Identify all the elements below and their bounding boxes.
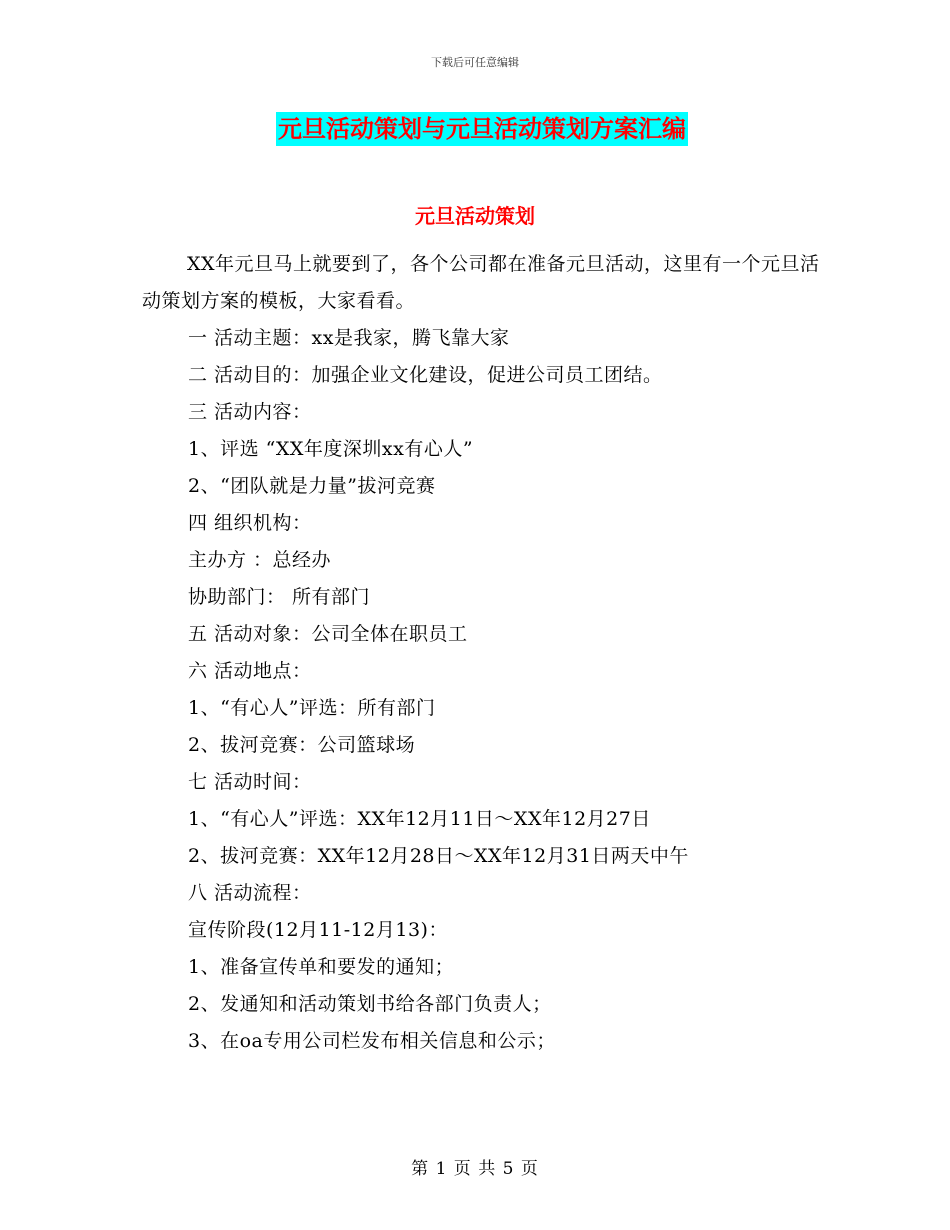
- body-line-content-heading: 三 活动内容：: [188, 401, 312, 423]
- section-title: 元旦活动策划: [415, 204, 535, 228]
- body-line-step-3: 3、在oa专用公司栏发布相关信息和公示；: [188, 1030, 556, 1052]
- intro-paragraph: XX年元旦马上就要到了，各个公司都在准备元旦活动，这里有一个元旦活动策划方案的模板，大家看看。: [142, 253, 820, 312]
- body-line-step-2: 2、发通知和活动策划书给各部门负责人；: [188, 993, 552, 1015]
- body-line-location-2: 2、拔河竞赛：公司篮球场: [188, 734, 416, 756]
- body-line-content-1: 1、评选 “XX年度深圳xx有心人”: [188, 438, 474, 460]
- body-line-promotion-stage: 宣传阶段(12月11-12月13)：: [188, 919, 448, 941]
- body-line-time-2: 2、拔河竞赛：XX年12月28日～XX年12月31日两天中午: [188, 845, 689, 867]
- body-line-location-1: 1、“有心人”评选：所有部门: [188, 697, 436, 719]
- document-body: [142, 246, 822, 1060]
- body-line-theme: 一 活动主题：xx是我家，腾飞靠大家: [188, 327, 510, 349]
- page-footer: 第 1 页 共 5 页: [411, 1159, 539, 1179]
- body-line-target: 五 活动对象：公司全体在职员工: [188, 623, 468, 645]
- body-line-assist: 协助部门： 所有部门: [188, 586, 371, 608]
- document-main-title: 元旦活动策划与元旦活动策划方案汇编: [276, 112, 688, 146]
- body-line-time-heading: 七 活动时间：: [188, 771, 312, 793]
- header-note: 下载后可任意编辑: [431, 56, 519, 69]
- body-line-purpose: 二 活动目的：加强企业文化建设，促进公司员工团结。: [188, 364, 663, 386]
- body-line-host: 主办方 ：总经办: [188, 549, 332, 571]
- body-line-content-2: 2、“团队就是力量”拔河竞赛: [188, 475, 436, 497]
- body-line-process-heading: 八 活动流程：: [188, 882, 312, 904]
- body-line-organization-heading: 四 组织机构：: [188, 512, 312, 534]
- body-line-time-1: 1、“有心人”评选：XX年12月11日～XX年12月27日: [188, 808, 651, 830]
- body-line-step-1: 1、准备宣传单和要发的通知；: [188, 956, 455, 978]
- body-line-location-heading: 六 活动地点：: [188, 660, 312, 682]
